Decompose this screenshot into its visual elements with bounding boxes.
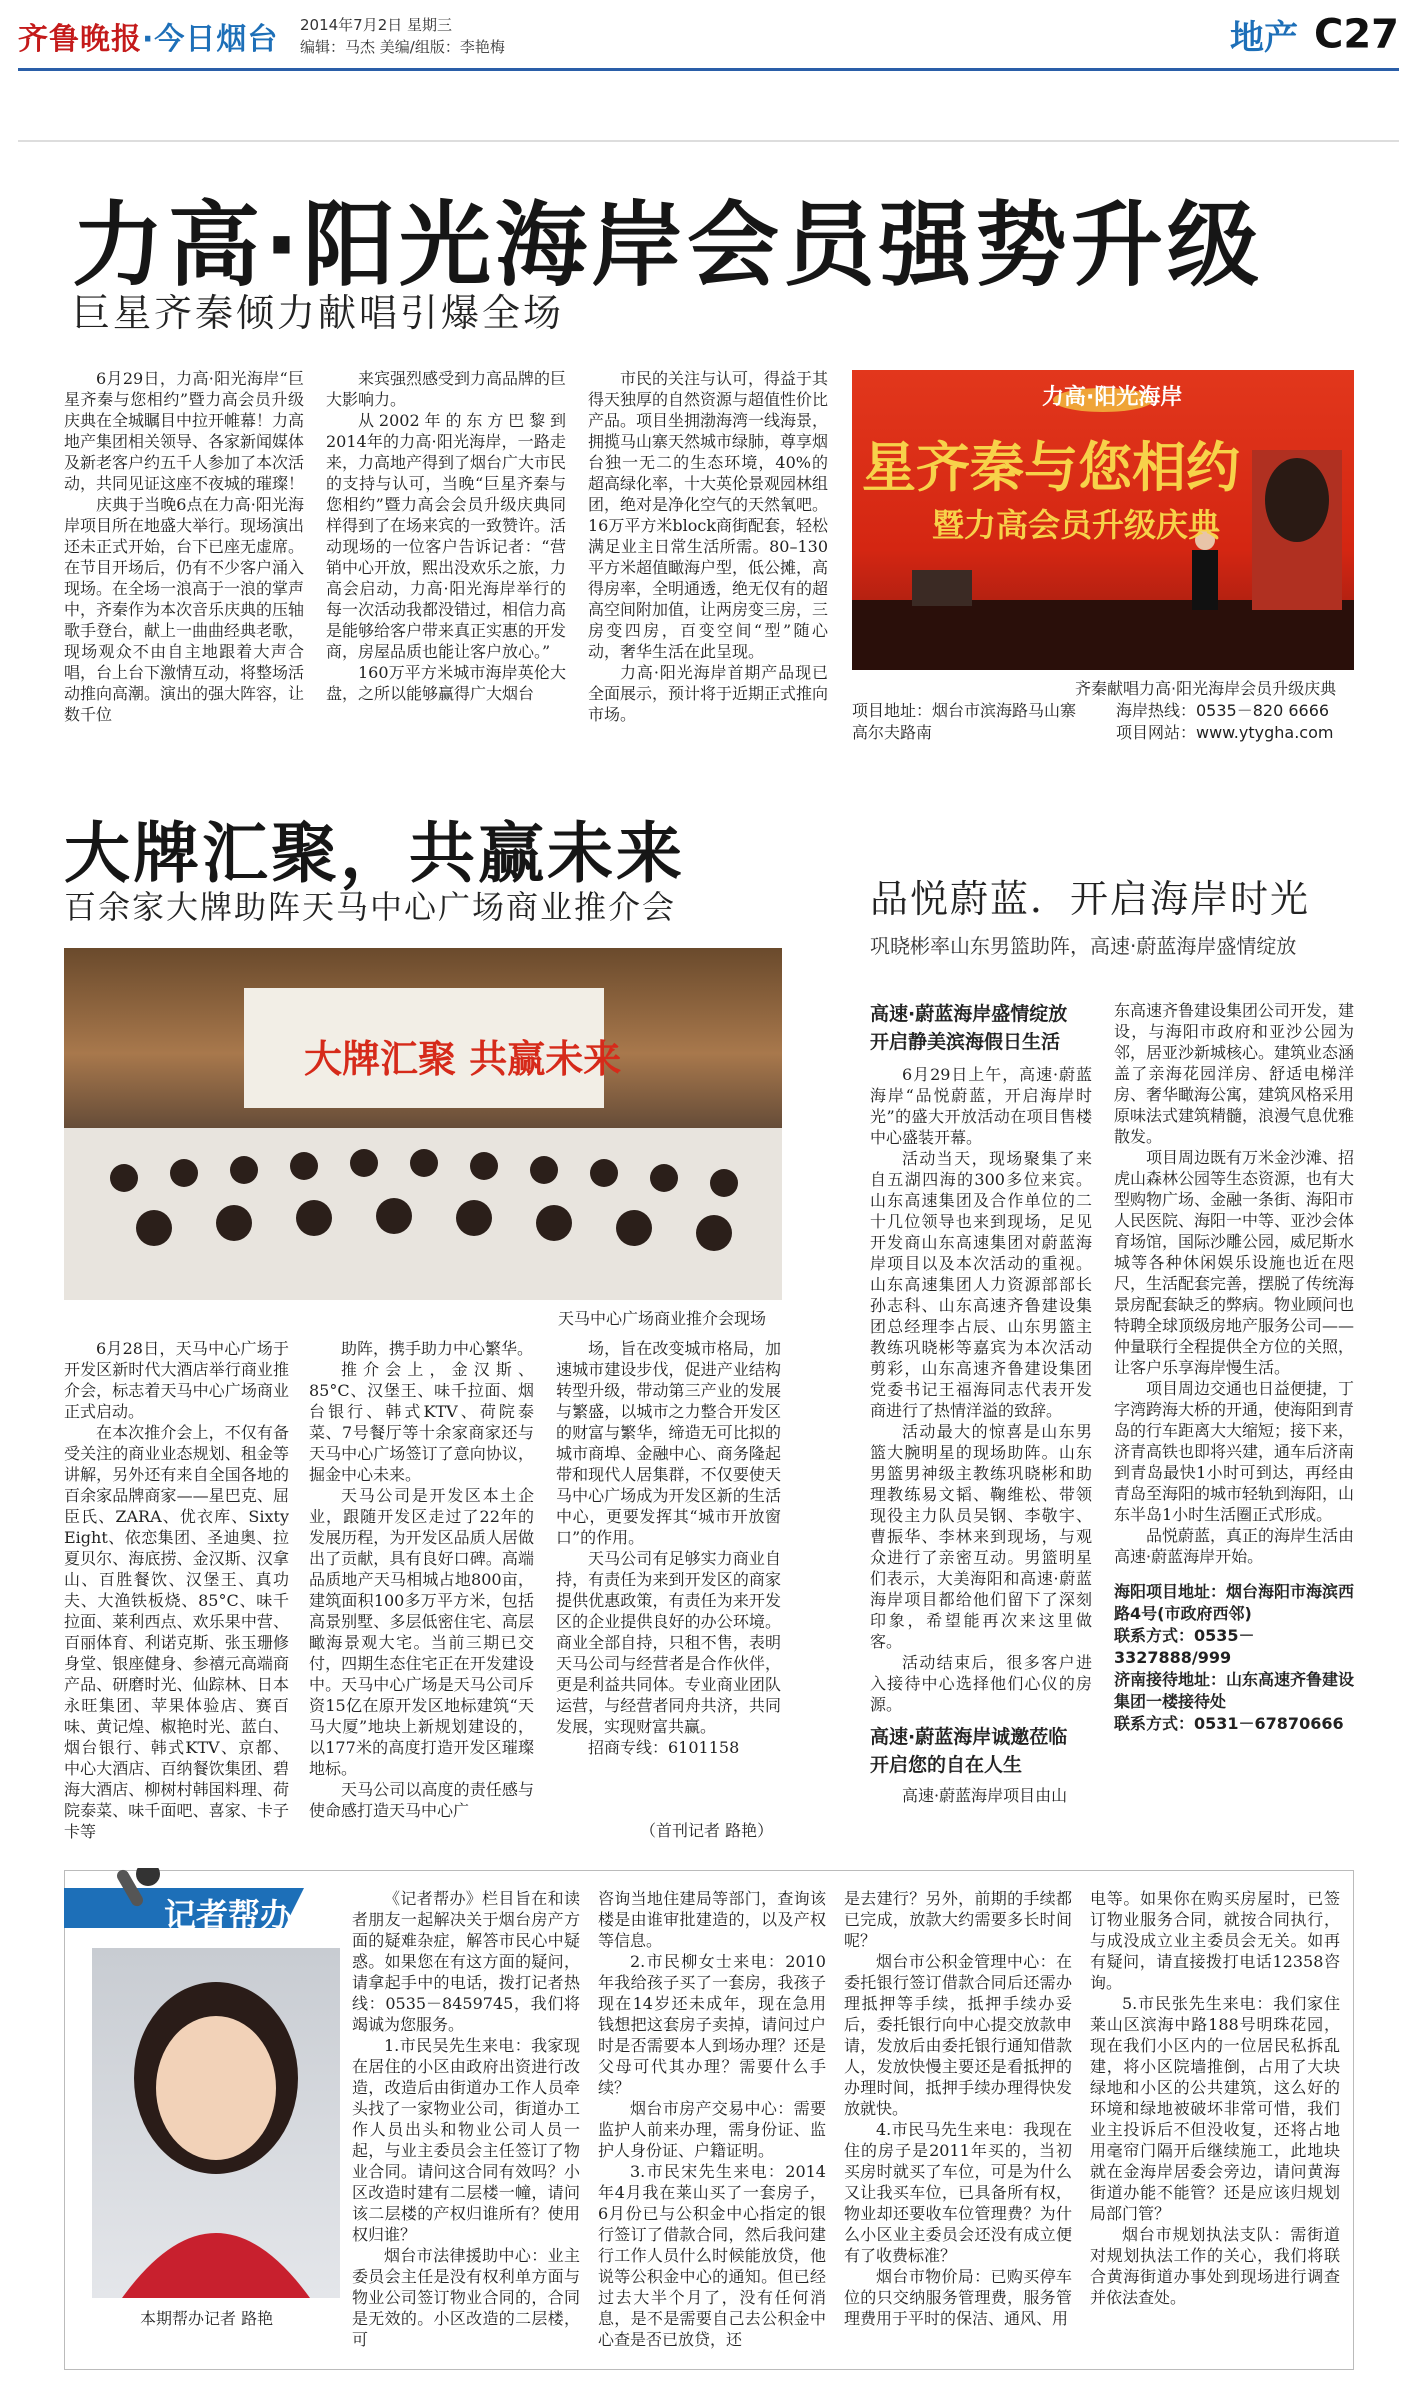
reporter-photo: [92, 1948, 340, 2298]
section-name: ·今日烟台: [142, 22, 279, 57]
paragraph: 场，旨在改变城市格局，加速城市建设步伐，促进产业结构转型升级，带动第三产业的发展与繁盛，以城市之力整合开发区的财富与繁华，缔造无可比拟的城市商埠、金融中心、商务隆起带和现代人居集群，不仅要使天马中心广场成为开发区新的生活中心，更要发挥其“城市开放窗口”的作用。: [556, 1339, 781, 1547]
paragraph: 烟台市法律援助中心：业主委员会主任是没有权利单方面与物业公司签订物业合同的，合同是无效的。小区改造的二层楼，可: [352, 2246, 580, 2349]
address-line: 高尔夫路南: [852, 723, 933, 742]
photo-banner: 星齐秦与您相约: [862, 436, 1240, 499]
paragraph: 烟台市房产交易中心：需要监护人前来办理，需身份证、监护人身份证、户籍证明。: [598, 2099, 826, 2160]
paragraph: 来宾强烈感受到力高品牌的巨大影响力。: [326, 369, 567, 409]
date-line: 2014年7月2日 星期三: [300, 16, 453, 34]
article2-subtitle: 百余家大牌助阵天马中心广场商业推介会: [64, 888, 677, 926]
paragraph: 从2002年的东方巴黎到2014年的力高·阳光海岸，一路走来，力高地产得到了烟台广大市民的支持与认可，当晚“巨星齐秦与您相约”暨力高会会员升级庆典同样得到了在场来宾的一致赞许。活动现场的一位客户告诉记者：“营销中心开放，熙出没欢乐之旅，力高会启动，力高·阳光海岸举行的每一次活动我都没错过，相信力高是能够给客户带来真正实惠的开发商，房屋品质也能让客户放心。”: [326, 411, 567, 661]
paragraph: 庆典于当晚6点在力高·阳光海岸项目所在地盛大举行。现场演出还未正式开始，台下已座无虚席。在节目开场后，仍有不少客户涌入现场。在全场一浪高于一浪的掌声中，齐秦作为本次音乐庆典的压轴歌手登台，献上一曲曲经典老歌，现场观众不由自主地跟着大声合唱，台上台下激情互动，将整场活动推向高潮。演出的强大阵容，让数千位: [64, 495, 305, 724]
paragraph: 1.市民吴先生来电：我家现在居住的小区由政府出资进行改造，改造后由街道办工作人员牵头找了一家物业公司，街道办工作人员出头和物业公司人员一起，与业主委员会主任签订了物业合同。请问这合同有效吗？小区改造时建有二层楼一幢，请问该二层楼的产权归谁所有？使用权归谁？: [352, 2036, 580, 2244]
paragraph: 6月29日上午，高速·蔚蓝海岸“品悦蔚蓝，开启海岸时光”的盛大开放活动在项目售楼中心盛装开幕。: [870, 1065, 1092, 1147]
header-rule-light: [18, 140, 1399, 142]
paragraph: 品悦蔚蓝，真正的海岸生活由高速·蔚蓝海岸开始。: [1114, 1526, 1355, 1566]
helpdesk-col3: [844, 1888, 1072, 2329]
paragraph: 天马公司以高度的责任感与使命感打造天马中心广: [309, 1780, 534, 1820]
paragraph: 天马公司有足够实力商业自持，有责任为来到开发区的商家提供优惠政策，有责任为来开发区的企业提供良好的办公环境。商业全部自持，只租不售，表明天马公司与经营者是合作伙伴，更是利益共同体。专业商业团队运营，与经营者同舟共济，共同发展，实现财富共赢。: [556, 1549, 781, 1736]
paragraph: 推介会上，金汉斯、85°C、汉堡王、味千拉面、烟台银行、韩式KTV、荷院泰菜、7号餐厅等十余家商家还与天马中心广场签订了意向协议，掘金中心未来。: [309, 1360, 534, 1484]
paragraph: 2.市民柳女士来电：2010年我给孩子买了一套房，我孩子现在14岁还未成年，现在急用钱想把这套房子卖掉，请问过户时是否需要本人到场办理？还是父母可代其办理？需要什么手续？: [598, 1952, 826, 2097]
paragraph: 烟台市物价局：已购买停车位的只交纳服务管理费，服务管理费用于平时的保洁、通风、用: [844, 2267, 1072, 2328]
helpdesk-col1: [352, 1888, 580, 2350]
address-line: 项目地址：烟台市滨海路马山寨: [852, 701, 1077, 720]
paragraph: 东高速齐鲁建设集团公司开发，建设，与海阳市政府和亚沙公园为邻，居亚沙新城核心。建筑业态涵盖了亲海花园洋房、舒适电梯洋房、奢华瞰海公寓，建筑风格采用原味法式建筑精髓，浪漫气息优雅散发。: [1114, 1001, 1355, 1146]
conference-photo-art: [64, 948, 782, 1300]
paragraph: 6月28日，天马中心广场于开发区新时代大酒店举行商业推介会，标志着天马中心广场商业正式启动。: [64, 1339, 289, 1421]
phone-line: 联系方式：0531－67870666: [1114, 1714, 1344, 1733]
reporter-caption: 本期帮办记者 路艳: [140, 2309, 274, 2328]
helpdesk-col2: [598, 1888, 826, 2350]
paragraph: 烟台市公积金管理中心：在委托银行签订借款合同后还需办理抵押等手续，抵押手续办妥后，委托银行向中心提交放款申请，发放后由委托银行通知借款人，发放快慢主要还是看抵押的办理时间，抵押手续办理得快发放就快。: [844, 1952, 1072, 2118]
article1-col2: [326, 368, 566, 704]
article1-col3: [588, 368, 828, 725]
page-number: C27: [1313, 11, 1399, 58]
paragraph: 160万平方米城市海岸英伦大盘，之所以能够赢得广大烟台: [326, 663, 566, 703]
website: 项目网站：www.ytygha.com: [1116, 723, 1334, 742]
paragraph: 5.市民张先生来电：我们家住莱山区滨海中路188号明珠花园，现在我们小区内的一位居民私拆乱建，将小区院墙推倒，占用了大块绿地和小区的公共建筑，这么好的环境和绿地被破坏非常可惜，我们业主投诉后不但没收复，还将占地用毫帘门隔开后继续施工，此地块就在金海岸居委会旁边，请问黄海街道办能不能管？还是应该归规划局部门管？: [1090, 1994, 1340, 2223]
page-label: [1230, 10, 1399, 59]
project-address: [852, 700, 1112, 744]
article3-col2: [1114, 1000, 1354, 1735]
paragraph: 天马公司是开发区本土企业，跟随开发区走过了22年的发展历程，为开发区品质人居做出了贡献，具有良好口碑。高端品质地产天马相城占地800亩，建筑面积100多万平方米，包括高景别墅、多层低密住宅、高层瞰海景观大宅。当前三期已交付，四期生态住宅正在开发建设中。天马中心广场是天马公司斥资15亿在原开发区地标建筑“天马大厦”地块上新规划建设的，以177米的高度打造开发区璀璨地标。: [309, 1486, 534, 1778]
subhead: 高速·蔚蓝海岸盛情绽放: [870, 1003, 1068, 1025]
paragraph: 活动当天，现场聚集了来自五湖四海的300多位来宾。山东高速集团及合作单位的二十几位领导也来到现场，足见开发商山东高速集团对蔚蓝海岸项目以及本次活动的重视。山东高速集团人力资源部部长孙志科、山东高速齐鲁建设集团总经理李占辰、山东男篮主教练巩晓彬等嘉宾为本次活动剪彩，山东高速齐鲁建设集团党委书记王福海同志代表开发商进行了热情洋溢的致辞。: [870, 1149, 1092, 1420]
paragraph: 在本次推介会上，不仅有备受关注的商业业态规划、租金等讲解，另外还有来自全国各地的百余家品牌商家——星巴克、屈臣氏、ZARA、优衣库、Sixty Eight、依恋集团、圣迪奥、拉夏贝尔、海底捞、金汉斯、汉拿山、百胜餐饮、汉堡王、真功夫、大渔铁板烧、85°C、味千拉面、莱利西点、欢乐果中营、百丽体育、利诺克斯、张玉珊修身堂、银座健身、参禧元高端商产品、研磨时光、仙踪林、日本永旺集团、苹果体验店、赛百味、黄记煌、椒艳时光、蓝白、烟台银行、韩式KTV、京都、中心大酒店、百纳餐饮集团、碧海大酒店、柳树村韩国料理、荷院泰菜、味千面吧、喜家、卡子卡等: [64, 1423, 289, 1841]
project-contact: [1116, 700, 1356, 744]
subhead: 高速·蔚蓝海岸诚邀莅临: [870, 1726, 1068, 1748]
subhead: 开启静美滨海假日生活: [870, 1031, 1061, 1053]
paragraph: 6月29日，力高·阳光海岸“巨星齐秦与您相约”暨力高会员升级庆典在全城瞩目中拉开帷幕！力高地产集团相关领导、各家新闻媒体及新老客户约五千人参加了本次活动，共同见证这座不夜城的璀璨！: [64, 369, 305, 493]
article2-byline: （首刊记者 路艳）: [640, 1821, 774, 1840]
paragraph: 3.市民宋先生来电：2014年4月我在莱山买了一套房子，6月份已与公积金中心指定的银行签订了借款合同，然后我问建行工作人员什么时候能放贷，他说等公积金中心的通知。但已经过去大半个月了，没有任何消息，是不是需要自己去公积金中心查是否已放贷，还: [598, 2162, 826, 2349]
concert-photo: [852, 370, 1354, 670]
paragraph: 电等。如果你在购买房屋时，已签订物业服务合同，就按合同执行，与成没成立业主委员会无关。如再有疑问，请直接拨打电话12358咨询。: [1090, 1889, 1340, 1992]
article3-contact: [1114, 1581, 1354, 1735]
reporter-photo-art: [92, 1948, 340, 2298]
article1-col1: [64, 368, 304, 725]
paragraph: 活动结束后，很多客户进入接待中心选择他们心仪的房源。: [870, 1653, 1092, 1714]
paragraph: 《记者帮办》栏目旨在和读者朋友一起解决关于烟台房产方面的疑难杂症，解答市民心中疑惑。如果您在有这方面的疑问，请拿起手中的电话，拨打记者热线：0535－8459745，我们将竭诚为您服务。: [352, 1889, 580, 2034]
article1-title: 力高·阳光海岸会员强势升级: [72, 192, 1263, 299]
newspaper-brand: [18, 14, 278, 58]
paragraph: 助阵，携手助力中心繁华。: [341, 1339, 534, 1358]
conference-photo: [64, 948, 782, 1300]
helpdesk-banner: [64, 1868, 364, 1934]
paragraph: 咨询当地住建局等部门，查询该楼是由谁审批建造的，以及产权等信息。: [598, 1889, 826, 1950]
paragraph: 招商专线：6101158: [588, 1738, 740, 1757]
article2-title: 大牌汇聚，共赢未来: [64, 815, 685, 892]
article3-subtitle: 巩晓彬率山东男篮助阵，高速·蔚蓝海岸盛情绽放: [870, 934, 1297, 958]
subhead: 开启您的自在人生: [870, 1754, 1023, 1776]
paragraph: 市民的关注与认可，得益于其得天独厚的自然资源与超值性价比产品。项目坐拥渤海湾一线海景，拥揽马山寨天然城市绿肺，尊享烟台独一无二的生态环境，40%的超高绿化率，十大英伦景观园林组团，绝对是净化空气的天然氧吧。16万平方米block商街配套，轻松满足业主日常生活所需。80–130平方米超值瞰海户型，低公摊，高得房率，全明通透，绝无仅有的超高空间附加值，让两房变三房，三房变四房，百变空间“型”随心动，奢华生活在此呈现。: [588, 369, 829, 661]
header-rule: [18, 68, 1399, 71]
photo1-caption: 齐秦献唱力高·阳光海岸会员升级庆典: [1075, 679, 1337, 698]
helpdesk-title: 记者帮办: [164, 1896, 293, 1934]
photo-banner-2: 暨力高会员升级庆典: [932, 506, 1221, 544]
photo-banner: 大牌汇聚 共赢未来: [304, 1037, 622, 1081]
section-label: 地产: [1229, 18, 1298, 58]
paragraph: 力高·阳光海岸首期产品现已全面展示，预计将于近期正式推向市场。: [588, 663, 829, 724]
paragraph: 是去建行？另外，前期的手续都已完成，放款大约需要多长时间呢？: [844, 1889, 1072, 1950]
brand-name: 齐鲁晚报: [18, 22, 142, 57]
hotline: 海岸热线：0535－820 6666: [1116, 701, 1330, 720]
article2-col2: [309, 1338, 534, 1821]
photo2-caption: 天马中心广场商业推介会现场: [558, 1309, 767, 1328]
paragraph: 高速·蔚蓝海岸项目由山: [902, 1786, 1068, 1805]
phone-line: 联系方式：0535－3327888/999: [1114, 1626, 1255, 1667]
paragraph: 项目周边既有万米金沙滩、招虎山森林公园等生态资源，也有大型购物广场、金融一条街、海阳市人民医院、海阳一中等、亚沙会体育场馆，国际沙雕公园，威尼斯水城等各种休闲娱乐设施也近在咫尺，生活配套完善，摆脱了传统海景房配套缺乏的弊病。物业顾问也特聘全球顶级房地产服务公司——仲量联行全程提供全方位的关照，让客户乐享海岸慢生活。: [1114, 1148, 1355, 1377]
helpdesk-col4: [1090, 1888, 1340, 2308]
article2-col3: [556, 1338, 781, 1758]
address-line: 济南接待地址：山东高速齐鲁建设集团一楼接待处: [1114, 1670, 1355, 1711]
paragraph: 项目周边交通也日益便捷，丁字湾跨海大桥的开通，使海阳到青岛的行车距离大大缩短；接下来，济青高铁也即将兴建，通车后济南到青岛最快1小时可到达，再经由青岛至海阳的城市轻轨到海阳，山东半岛1小时生活圈正式形成。: [1114, 1379, 1355, 1524]
photo-logo: 力高·阳光海岸: [1042, 385, 1183, 410]
address-line: 海阳项目地址：烟台海阳市海滨西路4号(市政府西邻): [1114, 1582, 1355, 1623]
article3-title: 品悦蔚蓝．开启海岸时光: [870, 877, 1311, 921]
editor-line: 编辑：马杰 美编/组版：李艳梅: [300, 38, 505, 56]
article1-subtitle: 巨星齐秦倾力献唱引爆全场: [72, 291, 565, 335]
paragraph: 4.市民马先生来电：我现在住的房子是2011年买的，当初买房时就买了车位，可是为什么又让我买车位，已具备所有权，物业却还要收车位管理费？为什么小区业主委员会还没有成立便有了收费标准？: [844, 2120, 1072, 2265]
article2-col1: [64, 1338, 289, 1842]
paragraph: 活动最大的惊喜是山东男篮大腕明星的现场助阵。山东男篮男神级主教练巩晓彬和助理教练易文韬、鞠维松、带领现役主力队员吴钢、李敬宇、曹振华、李林来到现场，与观众进行了亲密互动。男篮明星们表示，大美海阳和高速·蔚蓝海岸项目都给他们留下了深刻印象，希望能再次来这里做客。: [870, 1422, 1092, 1651]
paragraph: 烟台市规划执法支队：需街道对规划执法工作的关心，我们将联合黄海街道办事处到现场进行调查并依法查处。: [1090, 2225, 1340, 2307]
header-meta: [300, 14, 505, 58]
article3-col1: [870, 1000, 1092, 1806]
